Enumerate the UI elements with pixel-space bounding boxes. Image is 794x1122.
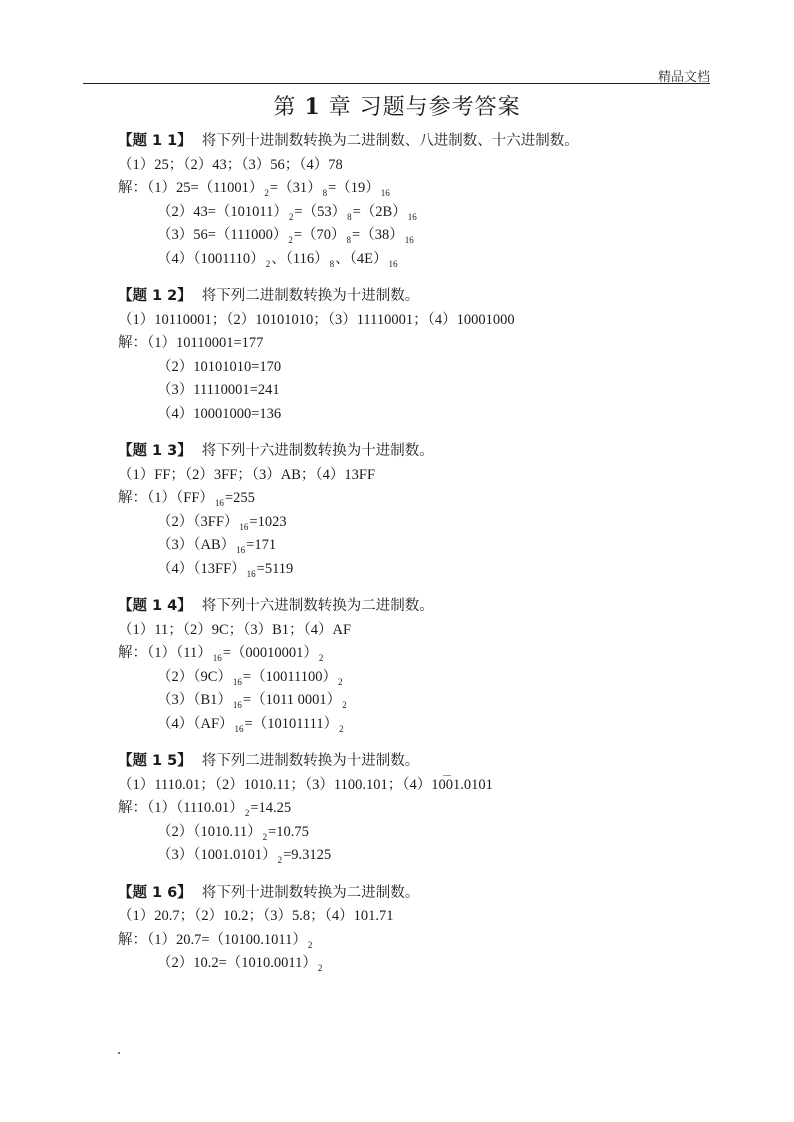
problem-givens: （1）10110001；（2）10101010；（3）11110001；（4）10001000 <box>118 311 515 328</box>
radix-subscript: 8 <box>322 188 328 198</box>
radix-subscript: 2 <box>265 258 271 269</box>
solution-line <box>118 332 718 356</box>
solution-lead: 解： <box>118 800 147 816</box>
solution-text: （2）（1010.11） <box>157 823 262 840</box>
problem-heading <box>118 882 718 906</box>
solution-line <box>118 248 718 272</box>
solution-text: （1）20.7=（10100.1011） <box>147 931 307 948</box>
radix-subscript: 16 <box>239 521 249 532</box>
solution-text: （1）（1110.01） <box>147 800 244 816</box>
radix-subscript: 16 <box>380 188 390 198</box>
solution-line <box>118 844 718 868</box>
solution-text: =（38） <box>352 227 404 243</box>
solution-text: （2）10.2=（1010.0011） <box>157 955 317 971</box>
solution-text: =（53） <box>294 203 347 220</box>
radix-subscript: 2 <box>288 235 293 245</box>
solution-line <box>118 201 718 225</box>
solution-line <box>118 534 718 558</box>
solution-text: =（00010001） <box>222 645 318 661</box>
solution-text: （2）10101010=170 <box>157 358 282 375</box>
problem-tag: 【题 1 2】 <box>118 288 192 304</box>
solution-text: =（10101111） <box>244 715 339 732</box>
problem-givens: （1）11；（2）9C；（3）B1；（4）AF <box>118 621 352 638</box>
radix-subscript: 16 <box>404 235 414 245</box>
solution-text: （3）11110001=241 <box>157 382 280 398</box>
problem-block <box>118 882 718 976</box>
radix-subscript: 2 <box>288 211 294 222</box>
solution-text: =5119 <box>256 560 294 577</box>
solution-line <box>118 713 718 737</box>
radix-subscript: 8 <box>329 258 335 269</box>
solution-text: 、（116） <box>271 250 329 267</box>
solution-line <box>118 689 718 713</box>
solution-text: =10.75 <box>268 823 309 840</box>
solution-lead: 解： <box>118 335 147 351</box>
solution-text: =9.3125 <box>283 847 332 863</box>
solution-text: （1）25=（11001） <box>147 180 264 196</box>
radix-subscript: 16 <box>232 700 242 710</box>
solution-lead: 解： <box>118 645 147 661</box>
solution-text: =（10011100） <box>242 668 338 685</box>
problem-prompt: 将下列十进制数转换为二进制数。 <box>201 884 420 901</box>
solution-line <box>118 487 718 511</box>
solution-text: （3）56=（111000） <box>157 227 288 243</box>
problem-block <box>118 440 718 581</box>
radix-subscript: 2 <box>339 723 344 734</box>
solution-line <box>118 356 718 380</box>
radix-subscript: 16 <box>214 498 224 508</box>
radix-subscript: 2 <box>264 188 269 198</box>
solution-text: （4）10001000=136 <box>157 405 282 422</box>
solution-text: =1023 <box>249 513 287 530</box>
problem-tag: 【题 1 6】 <box>118 884 192 901</box>
solution-line <box>118 821 718 845</box>
solution-text: =14.25 <box>250 800 292 816</box>
solution-line <box>118 797 718 821</box>
problem-block <box>118 595 718 736</box>
problem-prompt: 将下列十六进制数转换为二进制数。 <box>201 598 434 614</box>
problem-givens: （1）1110.01；（2）1010.11；（3）1100.101；（4）1001.0101 <box>118 776 493 793</box>
problem-givens: （1）FF；（2）3FF；（3）AB；（4）13FF <box>118 466 376 483</box>
header-rule <box>83 83 710 84</box>
problem-prompt: 将下列十进制数转换为二进制数、八进制数、十六进制数。 <box>201 133 579 149</box>
solution-line <box>118 952 718 976</box>
solution-line <box>118 666 718 690</box>
problem-block <box>118 285 718 426</box>
solution-text: （1）（11） <box>147 645 212 661</box>
solution-lead: 解： <box>118 931 147 948</box>
solution-text: =255 <box>224 490 255 506</box>
solution-line <box>118 403 718 427</box>
radix-subscript: 16 <box>232 676 242 687</box>
page-title <box>0 90 794 121</box>
problem-heading <box>118 130 718 154</box>
solution-text: =（70） <box>293 227 346 243</box>
problem-prompt: 将下列二进制数转换为十进制数。 <box>201 753 420 769</box>
radix-subscript: 16 <box>236 545 246 555</box>
problem-heading <box>118 285 718 309</box>
radix-subscript: 2 <box>318 653 324 663</box>
solution-lead: 解： <box>118 490 147 506</box>
solution-text: （1）（FF） <box>147 490 214 506</box>
radix-subscript: 16 <box>212 653 222 663</box>
problem-tag: 【题 1 4】 <box>118 598 192 614</box>
solution-text: =171 <box>246 537 277 553</box>
problem-givens: （1）25；（2）43；（3）56；（4）78 <box>118 156 343 173</box>
solution-text: （3）（AB） <box>157 537 236 553</box>
solution-text: =（19） <box>328 180 380 196</box>
solution-text: （2）（3FF） <box>157 513 239 530</box>
radix-subscript: 2 <box>277 855 283 865</box>
title-chapter-number: 1 <box>304 94 321 120</box>
solution-text: 、（4E） <box>335 250 388 267</box>
document-body <box>118 130 718 990</box>
radix-subscript: 2 <box>262 831 268 842</box>
solution-text: （1）10110001=177 <box>147 335 264 351</box>
solution-text: =（1011 0001） <box>242 692 342 708</box>
problem-heading <box>118 440 718 464</box>
radix-subscript: 2 <box>338 676 343 687</box>
radix-subscript: 2 <box>307 939 313 950</box>
radix-subscript: 16 <box>388 258 398 269</box>
radix-subscript: 8 <box>346 235 352 245</box>
problem-tag: 【题 1 5】 <box>118 753 192 769</box>
problem-tag: 【题 1 1】 <box>118 133 192 149</box>
problem-block <box>118 750 718 868</box>
radix-subscript: 16 <box>407 211 417 222</box>
solution-text: =（2B） <box>352 203 407 220</box>
solution-text: （4）（1001110） <box>157 250 265 267</box>
solution-lead: 解： <box>118 180 147 196</box>
radix-subscript: 16 <box>246 568 256 579</box>
problem-heading <box>118 595 718 619</box>
problem-prompt: 将下列二进制数转换为十进制数。 <box>201 288 420 304</box>
solution-text: （4）（AF） <box>157 715 234 732</box>
solution-text: （2）（9C） <box>157 668 232 685</box>
header-label: 精品文档 <box>657 70 710 85</box>
solution-line <box>118 379 718 403</box>
radix-subscript: 2 <box>342 700 347 710</box>
problem-heading <box>118 750 718 774</box>
solution-line <box>118 511 718 535</box>
title-prefix: 第 <box>273 95 297 120</box>
solution-line <box>118 558 718 582</box>
solution-text: （3）（1001.0101） <box>157 847 277 863</box>
radix-subscript: 2 <box>317 963 323 973</box>
radix-subscript: 8 <box>347 211 352 222</box>
problem-givens: （1）20.7；（2）10.2；（3）5.8；（4）101.71 <box>118 908 394 924</box>
page-dot <box>118 1052 120 1054</box>
solution-text: （3）（B1） <box>157 692 232 708</box>
title-suffix: 章 习题与参考答案 <box>328 95 521 120</box>
problem-block <box>118 130 718 271</box>
solution-line <box>118 177 718 201</box>
problem-prompt: 将下列十六进制数转换为十进制数。 <box>201 443 434 459</box>
stray-mark <box>443 775 451 776</box>
problem-tag: 【题 1 3】 <box>118 443 192 459</box>
solution-line <box>118 642 718 666</box>
solution-text: （4）（13FF） <box>157 560 246 577</box>
radix-subscript: 16 <box>234 723 244 734</box>
solution-text: =（31） <box>269 180 322 196</box>
solution-text: （2）43=（101011） <box>157 203 288 220</box>
radix-subscript: 2 <box>244 808 250 818</box>
solution-line <box>118 929 718 953</box>
solution-line <box>118 224 718 248</box>
